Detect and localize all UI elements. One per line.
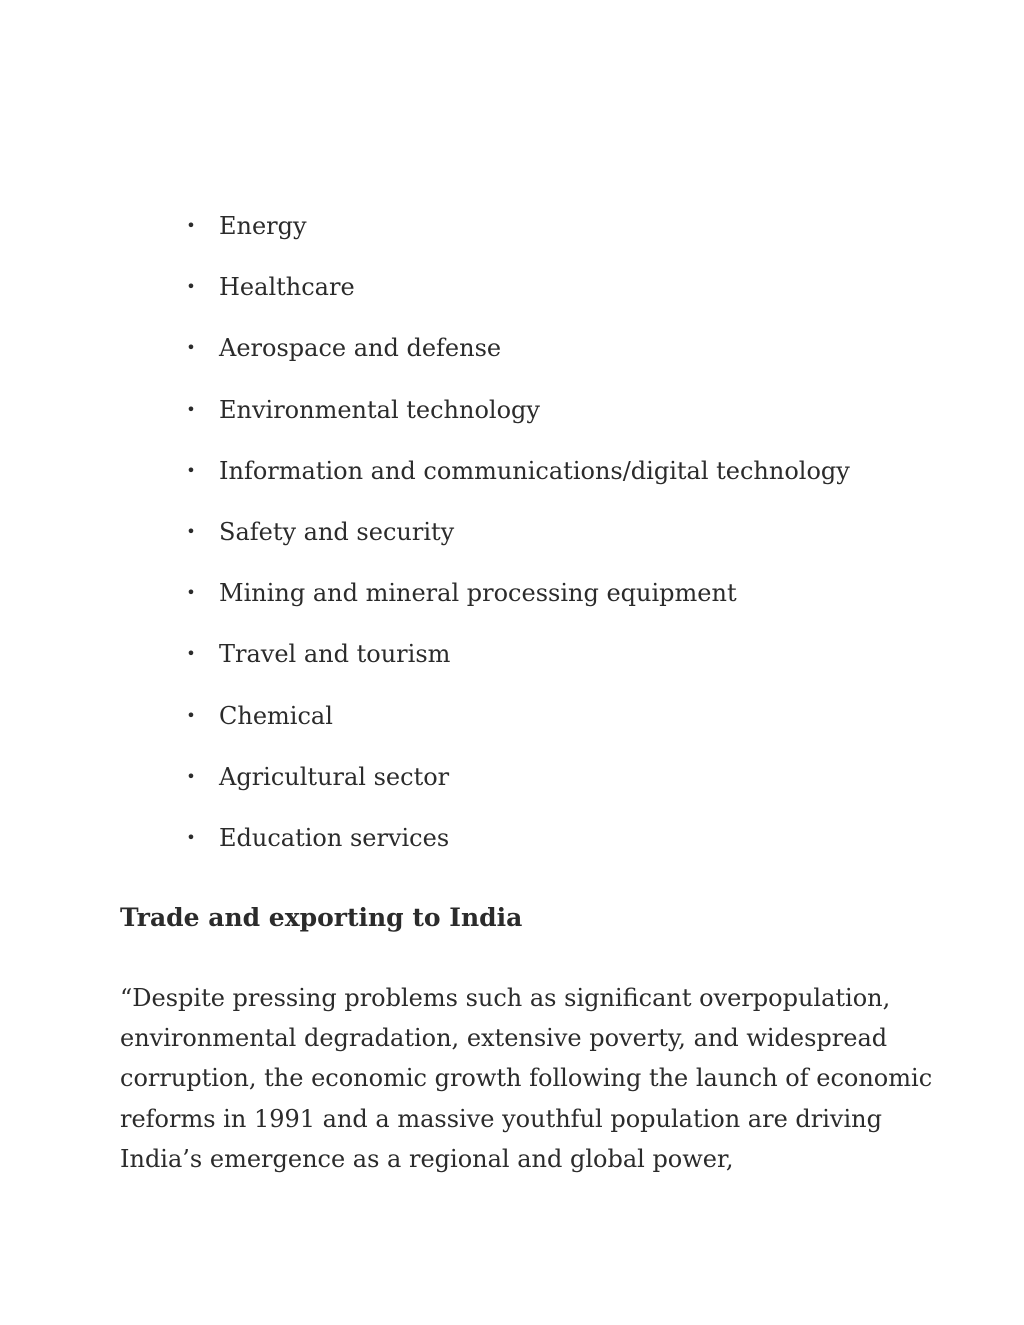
list-item-label: Chemical [219,701,333,730]
bullet-icon: • [186,644,196,664]
paragraph-line: “Despite pressing problems such as significant overpopulation, [120,984,891,1012]
quote-paragraph [120,978,933,1179]
paragraph-line: corruption, the economic growth following the launch of economic [120,1064,933,1093]
bullet-icon: • [186,338,196,358]
list-item-label: Travel and tourism [219,640,451,669]
list-item-label: Healthcare [219,273,355,302]
bullet-icon: • [186,399,196,419]
bullet-icon: • [186,827,196,847]
paragraph-line: India’s emergence as a regional and global power, [120,1144,734,1173]
list-item-label: Aerospace and defense [219,334,502,363]
list-item-label: Safety and security [219,517,455,546]
bullet-icon: • [186,583,196,603]
list-item-label: Education services [219,823,450,852]
section-heading: Trade and exporting to India [120,903,523,932]
list-item-label: Agricultural sector [219,762,450,791]
list-item-label: Energy [219,212,307,240]
bullet-icon: • [186,521,196,541]
bullet-icon: • [186,277,196,297]
bullet-icon: • [186,460,196,480]
bullet-icon: • [186,216,196,235]
list-item-label: Environmental technology [219,395,540,424]
bullet-icon: • [186,766,196,786]
bullet-icon: • [186,705,196,725]
list-item-label: Mining and mineral processing equipment [219,579,737,608]
paragraph-line: environmental degradation, extensive poverty, and widespread [120,1024,888,1053]
paragraph-line: reforms in 1991 and a massive youthful population are driving [120,1104,882,1133]
list-item-label: Information and communications/digital technology [219,456,850,485]
